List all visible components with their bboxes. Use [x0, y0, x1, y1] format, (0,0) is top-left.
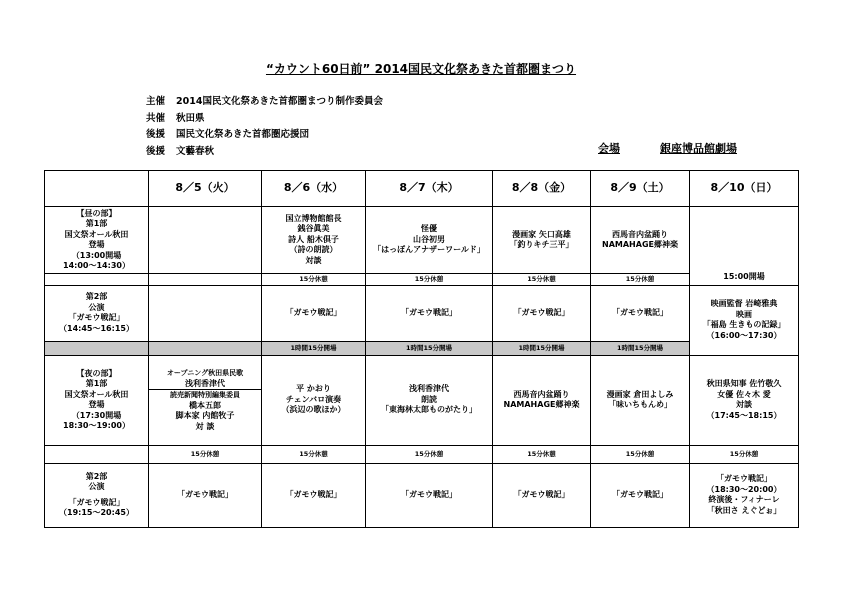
day-part1-label: 【昼の部】 第1部 国文祭オール秋田 登場 （13:00開場 14:00～14:30）	[45, 207, 149, 274]
day-header: 8／8（金）	[493, 171, 591, 207]
day-header: 8／7（木）	[366, 171, 493, 207]
event-cell: 「ガモウ戦記」	[591, 285, 690, 341]
event-cell: 浅利香津代 朗読 「東海林太郎ものがたり」	[366, 355, 493, 445]
event-cell: 「ガモウ戦記」	[366, 285, 493, 341]
event-cell: 漫画家 倉田よしみ 「味いちもんめ」	[591, 355, 690, 445]
event-cell: 「ガモウ戦記」	[262, 285, 366, 341]
venue-name: 銀座博品館劇場	[660, 142, 737, 155]
day-part2-label: 第2部 公演 「ガモウ戦記」 （14:45～16:15）	[45, 285, 149, 341]
event-cell: 国立博物館館長 銭谷眞美 詩人 船木倶子 （詩の朗読） 対談	[262, 207, 366, 274]
venue-label: 会場	[598, 142, 620, 155]
night-part1-label: 【夜の部】 第1部 国文祭オール秋田 登場 （17:30開場 18:30～19:00）	[45, 355, 149, 445]
event-cell: 平 かおり チェンバロ演奏 （浜辺の歌ほか）	[262, 355, 366, 445]
event-cell: 「ガモウ戦記」	[493, 463, 591, 527]
event-cell: オープニング秋田県民歌 浅利香津代 読売新聞特別編集委員 橋本五郎 脚本家 内館牧子 対 談	[149, 355, 262, 445]
event-cell: 映画監督 岩崎雅典 映画 「福島 生きもの記録」 （16:00～17:30）	[690, 285, 799, 355]
organizer-info: 主催 2014国民文化祭あきた首都圏まつり制作委員会 共催 秋田県 後援 国民文化祭あきた首都圏応援団 後援 文藝春秋	[146, 96, 383, 157]
day-header: 8／6（水）	[262, 171, 366, 207]
event-cell: 「ガモウ戦記」	[591, 463, 690, 527]
night-part2-label: 第2部 公演 「ガモウ戦記」 （19:15～20:45）	[45, 463, 149, 527]
event-cell: 「ガモウ戦記」	[493, 285, 591, 341]
day-header: 8／5（火）	[149, 171, 262, 207]
day-header: 8／10（日）	[690, 171, 799, 207]
schedule-table	[44, 170, 799, 528]
event-cell: 「ガモウ戦記」	[366, 463, 493, 527]
event-cell: 「ガモウ戦記」	[149, 463, 262, 527]
event-cell: 西馬音内盆踊り NAMAHAGE郷神楽	[493, 355, 591, 445]
event-cell: 漫画家 矢口高雄 「釣りキチ三平」	[493, 207, 591, 274]
event-cell: 「ガモウ戦記」	[262, 463, 366, 527]
day-header-row	[45, 171, 799, 207]
interval-row: 1時間15分開場 1時間15分開場 1時間15分開場 1時間15分開場	[45, 341, 799, 355]
event-cell: 「ガモウ戦記」 （18:30～20:00） 終演後・フィナーレ 「秋田さ えぐどぉ」	[690, 463, 799, 527]
event-cell: 秋田県知事 佐竹敬久 女優 佐々木 愛 対談 （17:45～18:15）	[690, 355, 799, 445]
day-header: 8／9（土）	[591, 171, 690, 207]
day-break-row: 15分休憩 15分休憩 15分休憩 15分休憩	[45, 274, 799, 286]
night-part2-row	[45, 463, 799, 527]
night-break-row: 15分休憩 15分休憩 15分休憩 15分休憩 15分休憩 15分休憩	[45, 445, 799, 463]
page-title: “カウント60日前” 2014国民文化祭あきた首都圏まつり	[265, 62, 577, 76]
event-cell: 15:00開場	[690, 207, 799, 286]
night-part1-row	[45, 355, 799, 445]
event-cell: 西馬音内盆踊り NAMAHAGE郷神楽	[591, 207, 690, 274]
event-cell: 怪優 山谷初男 「はっぽんアナザーワールド」	[366, 207, 493, 274]
day-part1-row	[45, 207, 799, 274]
day-part2-row	[45, 285, 799, 341]
